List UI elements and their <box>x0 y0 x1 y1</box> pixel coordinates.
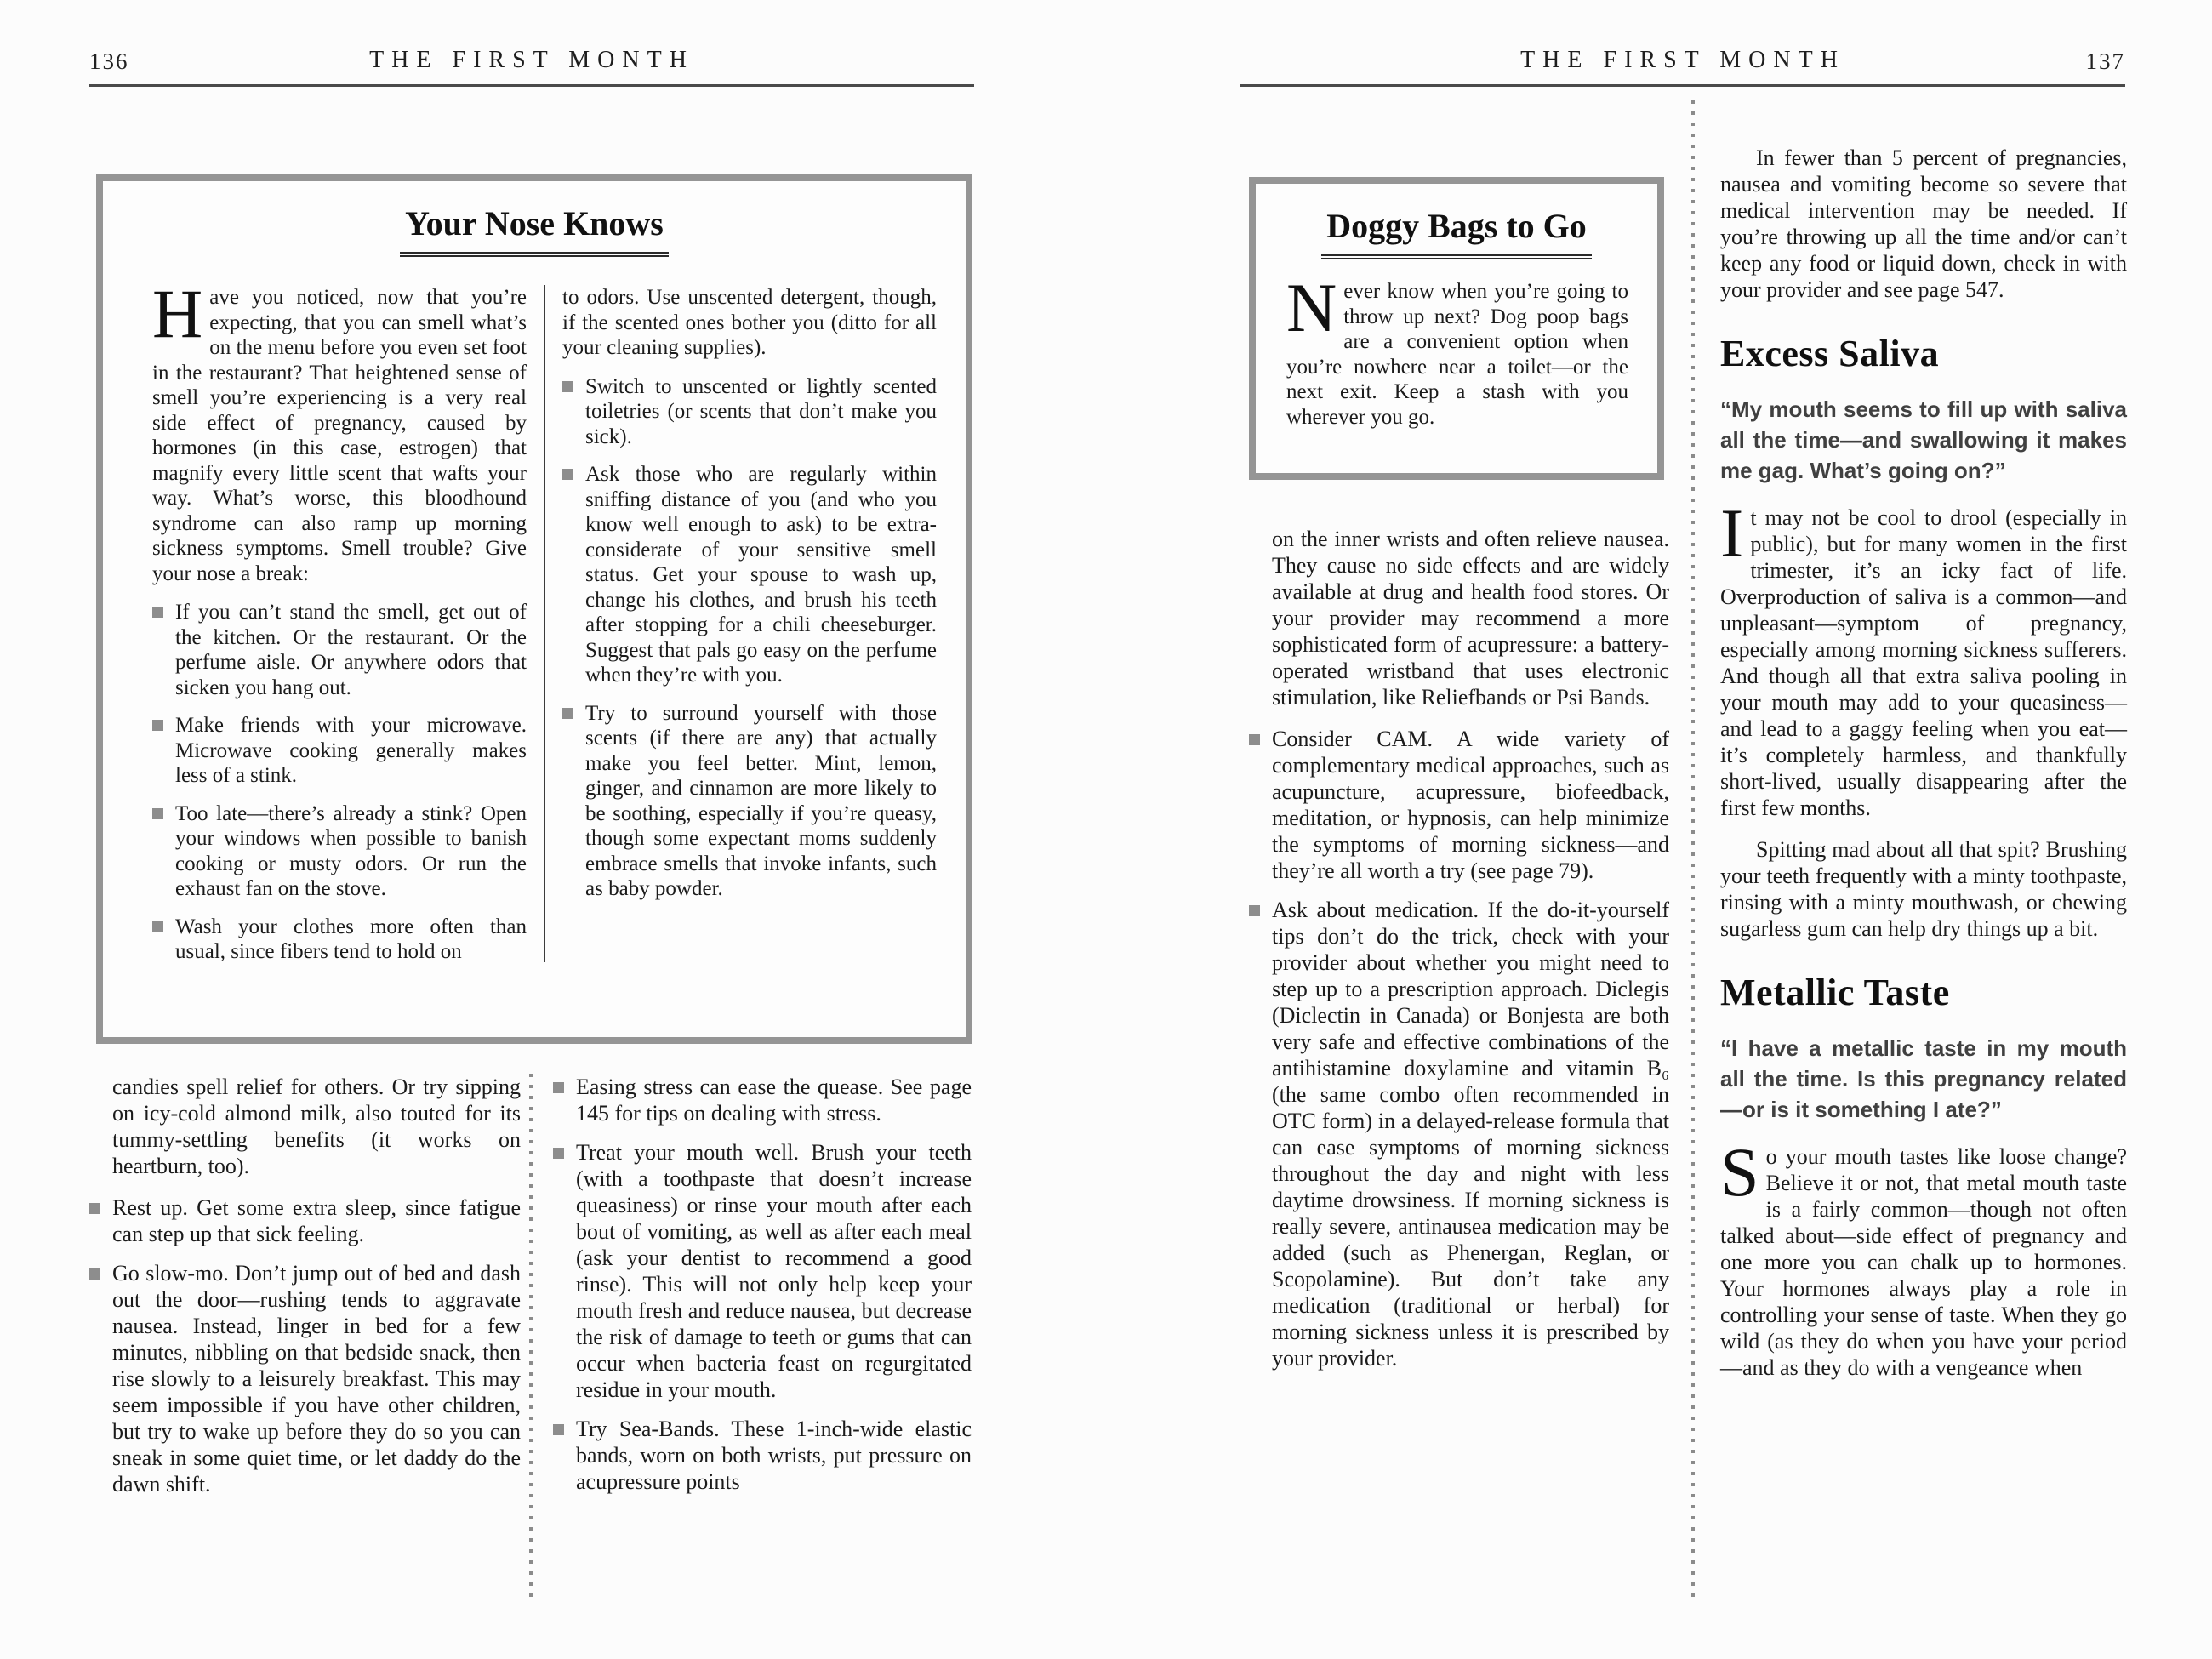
right-page-column-2 <box>1720 145 2127 1396</box>
running-head: THE FIRST MONTH <box>1520 47 1845 73</box>
list-item <box>1249 897 1669 1371</box>
box-title: Doggy Bags to Go <box>1321 206 1592 259</box>
list-item <box>553 1074 972 1126</box>
reader-question-quote: “I have a metallic taste in my mouth all the time. Is this pregnancy related—or is it something I ate?” <box>1720 1035 2127 1122</box>
paragraph: to odors. Use unscented detergent, though, if the scented ones bother you (ditto for all your cleaning supplies). <box>562 286 937 359</box>
paragraph-text: o your mouth tastes like loose change? Believe it or not, that metal mouth taste is a fairly common—though not often talked about—side effect of pregnancy and one more you can chalk up to hormones. Your hormones always play a role in controlling your sense of taste. When they go wild (as they do when you have your period—and as they do with a vengeance when <box>1720 1144 2127 1380</box>
paragraph: candies spell relief for others. Or try sipping on icy-cold almond milk, also touted for its tummy-settling benefits (it works on heartburn, too). <box>112 1075 521 1178</box>
list-item <box>562 462 937 688</box>
bullet-square-icon <box>562 469 573 480</box>
list-item <box>89 1260 521 1497</box>
list-item <box>553 1139 972 1403</box>
list-item <box>152 801 527 902</box>
list-item-text: Switch to unscented or lightly scented toiletries (or scents that don’t make you sick). <box>585 374 937 448</box>
paragraph <box>1286 269 1628 430</box>
bullet-square-icon <box>553 1082 564 1093</box>
bullet-square-icon <box>553 1424 564 1435</box>
list-item-text: Ask about medication. If the do-it-yourself tips don’t do the trick, check with your provider about whether you might need to step up to a prescription approach. Diclegis (Diclectin in Canada) or Bonjesta are both very safe and effective combinations of the antihistamine doxylamine and vitamin B₆ (the same combo often recommended in OTC form) in a delayed-release formula that can ease symptoms of morning sickness throughout the day and night with less daytime drowsiness. If morning sickness is really severe, antinausea medication may be added (such as Phenergan, Reglan, or Scopolamine). But don’t take any medication (traditional or herbal) for morning sickness unless it is prescribed by your provider. <box>1272 898 1669 1371</box>
list-item-text: Go slow-mo. Don’t jump out of bed and dash out the door—rushing tends to aggravate nausea. Instead, linger in bed for a few minutes, nibbling on that bedside snack, then rise slowly to a leisurely breakfast. This may seem impossible if you have other children, but try to wake up before they do so you can sneak in some quiet time, or let daddy do the dawn shift. <box>112 1261 521 1497</box>
paragraph <box>152 275 527 586</box>
list-item-text: Treat your mouth well. Brush your teeth (with a toothpaste that doesn’t increase queasiness) or rinse your mouth after each bout of vomiting, as well as after each meal (ask your dentist to recommend a good rinse). This will not only help keep your mouth fresh and reduce nausea, but decrease the risk of damage to teeth or gums that can occur when bacteria feast on regurgitated residue in your mouth. <box>576 1140 972 1402</box>
header-rule <box>89 84 974 87</box>
drop-cap: N <box>1286 269 1337 346</box>
bullet-square-icon <box>152 720 163 731</box>
paragraph <box>1720 494 2127 821</box>
paragraph-text: ever know when you’re going to throw up next? Dog poop bags are a convenient option when you’re nowhere near a toilet—or the next exit. Keep a stash with you wherever you go. <box>1286 280 1628 429</box>
dotted-column-divider <box>529 1074 533 1603</box>
bullet-square-icon <box>562 381 573 392</box>
list-item-text: Try to surround yourself with those scents (if there are any) that actually make you feel better. Mint, lemon, ginger, and cinnamon are more likely to be soothing, especially if you’re queasy, though some expectant moms suddenly embrace smells that invoke infants, such as baby powder. <box>585 701 937 900</box>
section-heading-metallic-taste: Metallic Taste <box>1720 972 1950 1013</box>
list-item-text: If you can’t stand the smell, get out of the kitchen. Or the restaurant. Or the perfume aisle. Or anywhere odors that sicken you hang out. <box>175 601 527 699</box>
left-page-column-2 <box>553 1074 972 1508</box>
box-column-1 <box>152 275 527 978</box>
bullet-square-icon <box>152 921 163 932</box>
list-item-text: Too late—there’s already a stink? Open your windows when possible to banish cooking or musty odors. Or run the exhaust fan on the stove. <box>175 801 527 900</box>
box-column-2 <box>562 285 937 915</box>
page-137 <box>1106 0 2212 1659</box>
list-item <box>553 1416 972 1495</box>
box-title: Your Nose Knows <box>400 203 669 257</box>
list-item-text: Make friends with your microwave. Microwave cooking generally makes less of a stink. <box>175 714 527 787</box>
drop-cap: H <box>152 275 203 352</box>
bullet-square-icon <box>89 1268 100 1280</box>
drop-cap: S <box>1720 1133 1759 1211</box>
left-page-header <box>89 47 974 86</box>
paragraph-text: t may not be cool to drool (especially in public), but for many women in the first trimester, it’s an icky fact of life. Overproduction of saliva is a common—and unpleasant—symptom of pregnancy, especially among morning sickness sufferers. And though all that extra saliva pooling in your mouth may add to your queasiness—and lead to a gaggy feeling when you eat—it’s completely harmless, and thankfully short-lived, usually disappearing after the first few months. <box>1720 505 2127 820</box>
dotted-column-divider <box>1691 100 1695 1603</box>
list-item <box>152 915 527 965</box>
paragraph: In fewer than 5 percent of pregnancies, nausea and vomiting become so severe that medical intervention may be needed. If you’re throwing up all the time and/or can’t keep any food or liquid down, check in with your provider and see page 547. <box>1720 145 2127 302</box>
list-item <box>89 1194 521 1247</box>
paragraph: on the inner wrists and often relieve nausea. They cause no side effects and are widely available at drug and health food stores. Or your provider may recommend a more sophisticated form of acupressure: a battery-operated wristband that uses electronic stimulation, like Reliefbands or Psi Bands. <box>1272 527 1669 710</box>
paragraph-text: ave you noticed, now that you’re expecting, that you can smell what’s on the menu before you even set foot in the restaurant? That heightened sense of smell you’re experiencing is a very real side effect of pregnancy, caused by hormones (in this case, estrogen) that magnify every little scent that wafts your way. What’s worse, this bloodhound syndrome can also ramp up morning sickness symptoms. Smell trouble? Give your nose a break: <box>152 286 527 585</box>
box-body <box>1286 269 1628 443</box>
paragraph <box>1720 1133 2127 1381</box>
header-rule <box>1240 84 2125 87</box>
left-page-column-1 <box>89 1074 521 1510</box>
bullet-square-icon <box>553 1148 564 1159</box>
your-nose-knows-box <box>96 174 972 1044</box>
list-item <box>562 374 937 450</box>
page-number: 137 <box>2085 48 2125 74</box>
doggy-bags-box <box>1249 177 1664 480</box>
box-title-wrap <box>1256 206 1657 259</box>
list-item-text: Consider CAM. A wide variety of complementary medical approaches, such as acupuncture, acupressure, biofeedback, meditation, or hypnosis, can help minimize the symptoms of morning sickness—and they’re all worth a try (see page 79). <box>1272 727 1669 883</box>
list-item <box>562 701 937 902</box>
bullet-square-icon <box>562 708 573 719</box>
bullet-square-icon <box>1249 905 1260 916</box>
list-item-text: Ask those who are regularly within sniffing distance of you (and who you know well enough to ask) to be extra-considerate of your sensitive smell status. Get your spouse to wash up, change his clothes, and brush his teeth after stopping for a chili cheeseburger. Suggest that pals go easy on the perfume when they’re with you. <box>585 463 937 687</box>
list-item-text: Rest up. Get some extra sleep, since fatigue can step up that sick feeling. <box>112 1195 521 1246</box>
list-item-text: Easing stress can ease the quease. See page 145 for tips on dealing with stress. <box>576 1075 972 1126</box>
right-page-header <box>1240 47 2125 86</box>
box-title-wrap <box>103 203 966 257</box>
bullet-square-icon <box>89 1203 100 1214</box>
list-item <box>152 600 527 700</box>
list-item <box>1249 726 1669 884</box>
reader-question-quote: “My mouth seems to fill up with saliva all the time—and swallowing it makes me gag. What’s going on?” <box>1720 396 2127 483</box>
right-page-column-1 <box>1249 526 1669 1384</box>
paragraph: Spitting mad about all that spit? Brushing your teeth frequently with a minty toothpaste, rinsing with a minty mouthwash, or chewing sugarless gum can help dry things up a bit. <box>1720 837 2127 941</box>
bullet-square-icon <box>152 607 163 618</box>
drop-cap: I <box>1720 494 1744 572</box>
bullet-square-icon <box>1249 734 1260 745</box>
column-divider-rule <box>544 285 545 962</box>
page-number: 136 <box>89 48 129 74</box>
list-item-text: Wash your clothes more often than usual, since fibers tend to hold on <box>175 915 527 963</box>
list-item-text: Try Sea-Bands. These 1-inch-wide elastic bands, worn on both wrists, put pressure on acupressure points <box>576 1417 972 1494</box>
list-item <box>152 713 527 789</box>
bullet-square-icon <box>152 808 163 819</box>
section-heading-excess-saliva: Excess Saliva <box>1720 333 1940 374</box>
running-head: THE FIRST MONTH <box>369 47 694 73</box>
